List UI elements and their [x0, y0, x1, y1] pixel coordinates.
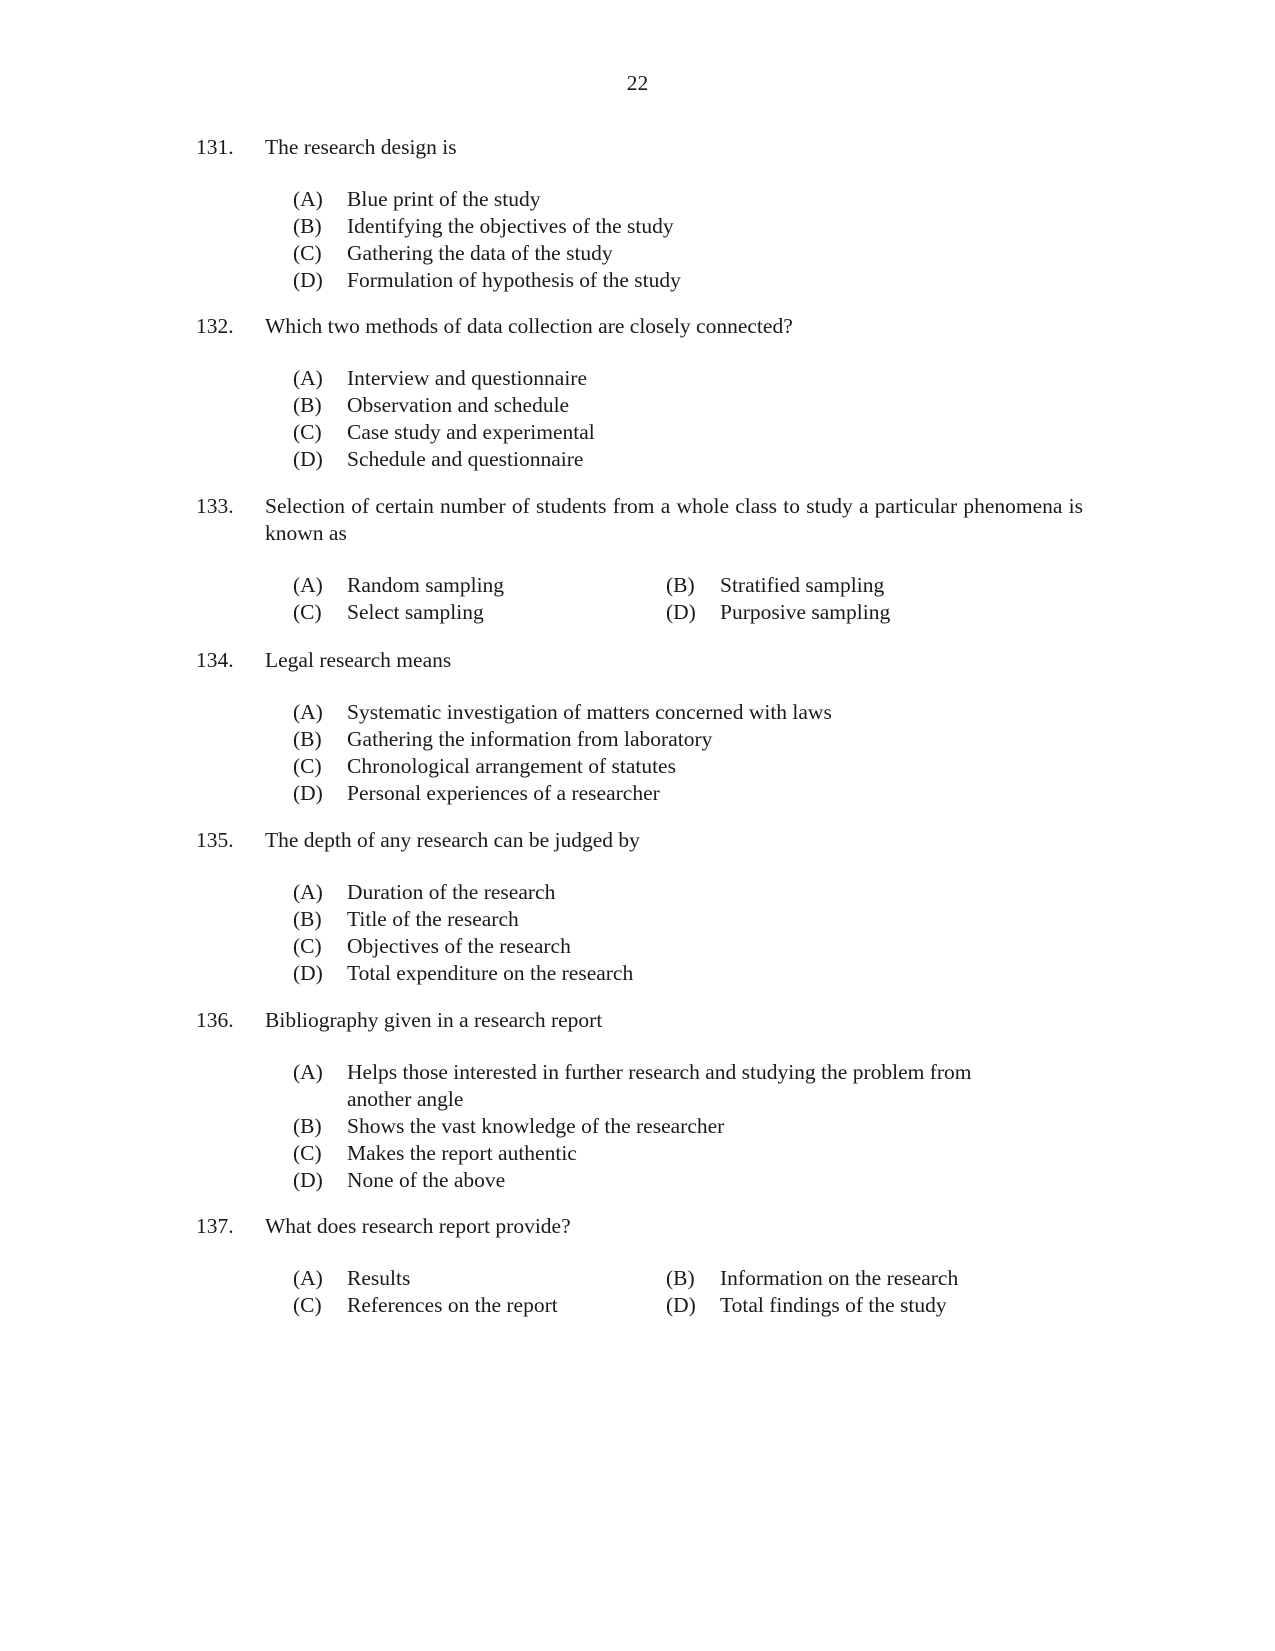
option-text: Shows the vast knowledge of the researcher — [347, 1114, 725, 1138]
question-136 — [196, 1007, 1083, 1194]
option-letter: (A) — [293, 700, 323, 724]
option-c[interactable] — [293, 1292, 666, 1319]
question-text: What does research report provide? — [265, 1214, 571, 1238]
option-letter: (B) — [293, 907, 322, 931]
option-text: Makes the report authentic — [347, 1141, 577, 1165]
question-137 — [196, 1213, 1083, 1319]
option-d[interactable] — [666, 1292, 1083, 1319]
option-text: Schedule and questionnaire — [347, 447, 584, 471]
option-text: Systematic investigation of matters concerned with laws — [347, 700, 832, 724]
option-b[interactable] — [293, 906, 1083, 933]
option-b[interactable] — [666, 572, 1083, 599]
option-letter: (C) — [293, 420, 322, 444]
option-text: Random sampling — [347, 573, 505, 597]
option-text: Total findings of the study — [720, 1293, 947, 1317]
option-text: Personal experiences of a researcher — [347, 781, 660, 805]
option-letter: (D) — [293, 961, 323, 985]
question-133 — [196, 493, 1083, 626]
option-b[interactable] — [293, 213, 1083, 240]
option-a[interactable] — [293, 699, 1083, 726]
option-text: Objectives of the research — [347, 934, 571, 958]
option-letter: (A) — [293, 573, 323, 597]
option-letter: (A) — [293, 1060, 323, 1084]
option-c[interactable] — [293, 1140, 993, 1167]
option-text: Purposive sampling — [720, 600, 891, 624]
option-letter: (C) — [293, 1293, 322, 1317]
option-letter: (A) — [293, 187, 323, 211]
option-b[interactable] — [293, 726, 1083, 753]
question-135 — [196, 827, 1083, 987]
options-grid — [293, 572, 1083, 626]
option-text: Case study and experimental — [347, 420, 595, 444]
option-a[interactable] — [293, 879, 1083, 906]
option-text: Information on the research — [720, 1266, 959, 1290]
option-letter: (C) — [293, 934, 322, 958]
option-a[interactable] — [293, 186, 1083, 213]
question-text: Bibliography given in a research report — [265, 1008, 603, 1032]
option-text: Observation and schedule — [347, 393, 570, 417]
option-letter: (B) — [293, 1114, 322, 1138]
question-number: 136. — [196, 1008, 234, 1032]
option-d[interactable] — [666, 599, 1083, 626]
options-grid — [293, 1265, 1083, 1319]
option-c[interactable] — [293, 599, 666, 626]
option-b[interactable] — [293, 392, 1083, 419]
option-letter: (D) — [666, 1293, 696, 1317]
question-number: 135. — [196, 828, 234, 852]
option-c[interactable] — [293, 753, 1083, 780]
options-list — [293, 879, 1083, 987]
option-text: None of the above — [347, 1168, 506, 1192]
option-letter: (C) — [293, 1141, 322, 1165]
option-text: References on the report — [347, 1293, 558, 1317]
page-number: 22 — [626, 71, 649, 95]
options-list — [293, 365, 1083, 473]
option-text: Helps those interested in further research and studying the problem from another angle — [347, 1060, 972, 1111]
question-number: 132. — [196, 314, 234, 338]
option-d[interactable] — [293, 1167, 993, 1194]
option-d[interactable] — [293, 780, 1083, 807]
option-text: Duration of the research — [347, 880, 556, 904]
option-text: Identifying the objectives of the study — [347, 214, 674, 238]
option-d[interactable] — [293, 960, 1083, 987]
question-text: The research design is — [265, 135, 457, 159]
option-b[interactable] — [666, 1265, 1083, 1292]
option-letter: (B) — [293, 393, 322, 417]
option-c[interactable] — [293, 419, 1083, 446]
option-text: Results — [347, 1266, 411, 1290]
question-number: 134. — [196, 648, 234, 672]
option-text: Select sampling — [347, 600, 484, 624]
option-letter: (B) — [293, 214, 322, 238]
question-text: Selection of certain number of students from a whole class to study a particular phenomena is known as — [265, 494, 1083, 545]
option-letter: (A) — [293, 1266, 323, 1290]
option-letter: (B) — [293, 727, 322, 751]
option-text: Total expenditure on the research — [347, 961, 634, 985]
option-b[interactable] — [293, 1113, 993, 1140]
option-a[interactable] — [293, 1265, 666, 1292]
option-letter: (B) — [666, 1266, 695, 1290]
option-letter: (A) — [293, 880, 323, 904]
question-text: The depth of any research can be judged by — [265, 828, 640, 852]
option-text: Title of the research — [347, 907, 519, 931]
question-number: 131. — [196, 135, 234, 159]
options-list — [293, 186, 1083, 294]
option-text: Blue print of the study — [347, 187, 541, 211]
option-text: Interview and questionnaire — [347, 366, 587, 390]
question-132 — [196, 313, 1083, 473]
option-text: Stratified sampling — [720, 573, 885, 597]
question-number: 133. — [196, 494, 234, 518]
option-letter: (D) — [293, 781, 323, 805]
option-a[interactable] — [293, 572, 666, 599]
option-a[interactable] — [293, 1059, 993, 1113]
options-list — [293, 1059, 993, 1194]
option-letter: (C) — [293, 754, 322, 778]
option-a[interactable] — [293, 365, 1083, 392]
option-letter: (D) — [293, 1168, 323, 1192]
options-list — [293, 699, 1083, 807]
option-c[interactable] — [293, 933, 1083, 960]
option-letter: (C) — [293, 600, 322, 624]
question-131 — [196, 134, 1083, 294]
option-letter: (D) — [666, 600, 696, 624]
option-text: Chronological arrangement of statutes — [347, 754, 676, 778]
option-text: Gathering the data of the study — [347, 241, 613, 265]
option-text: Formulation of hypothesis of the study — [347, 268, 681, 292]
option-d[interactable] — [293, 267, 1083, 294]
question-134 — [196, 647, 1083, 807]
option-letter: (C) — [293, 241, 322, 265]
question-text: Legal research means — [265, 648, 452, 672]
option-letter: (A) — [293, 366, 323, 390]
question-text: Which two methods of data collection are closely connected? — [265, 314, 793, 338]
option-letter: (B) — [666, 573, 695, 597]
option-letter: (D) — [293, 447, 323, 471]
option-c[interactable] — [293, 240, 1083, 267]
option-text: Gathering the information from laboratory — [347, 727, 713, 751]
option-d[interactable] — [293, 446, 1083, 473]
option-letter: (D) — [293, 268, 323, 292]
question-number: 137. — [196, 1214, 234, 1238]
